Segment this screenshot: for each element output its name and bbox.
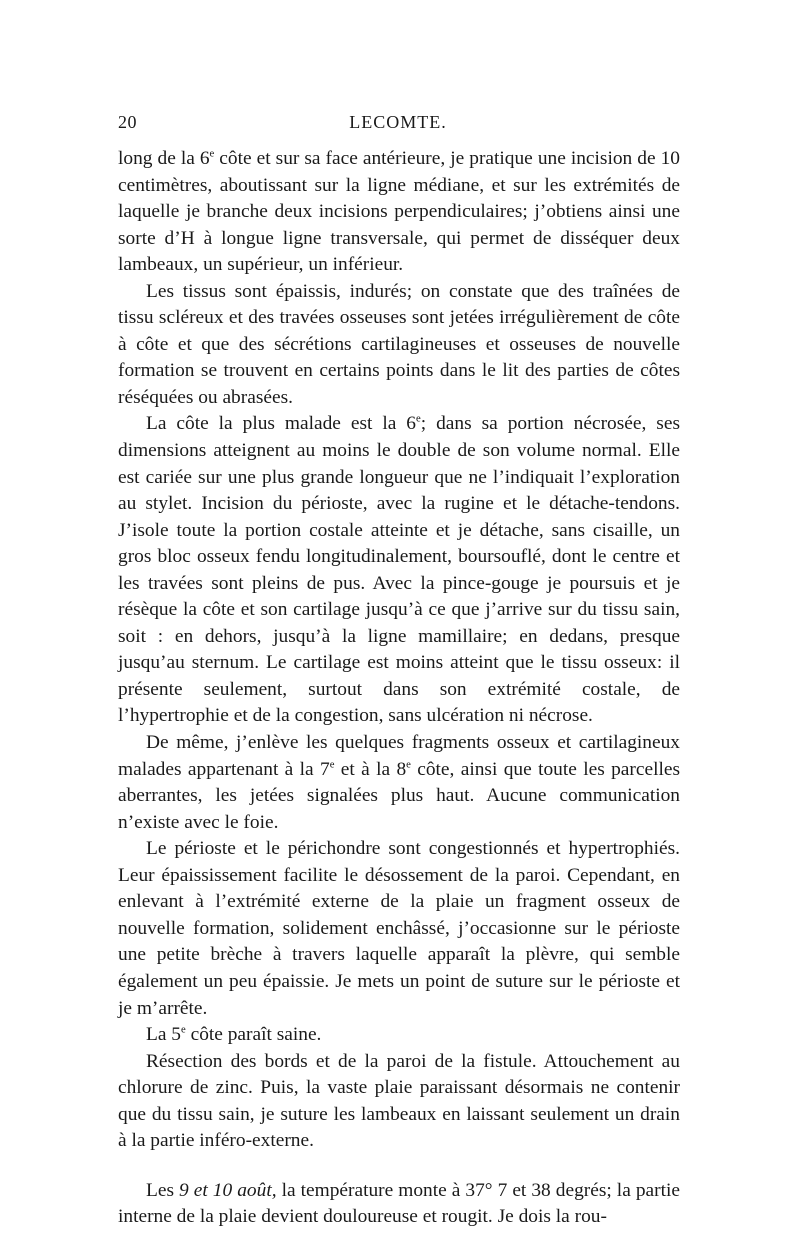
date-italic: 9 et 10 août, [179, 1179, 277, 1201]
paragraph-2: Les tissus sont épaissis, indurés; on constate que des traînées de tissu scléreux et des travées osseuses sont jetées irrégulièrement de côte à côte et que des sécrétions cartilagineuses et osseuses de nouvelle formation se trouvent en certains points dans le lit des parties de côtes réséquées ou abrasées. [118, 280, 680, 408]
body-text [118, 146, 680, 1231]
paragraph-3: La côte la plus malade est la 6e; dans sa portion nécrosée, ses dimensions atteignent au moins le double de son volume normal. Elle est cariée sur une plus grande longueur que ne l’indiquait l’exploration au stylet. Incision du périoste, avec la rugine et le détache-tendons. J’isole toute la portion costale atteinte et je détache, sans cisaille, un gros bloc osseux fendu longitudinalement, boursouflé, dont le centre et les travées sont pleins de pus. Avec la pince-gouge je poursuis et je résèque la côte et son cartilage jusqu’à ce que j’arrive sur du tissu sain, soit : en dehors, jusqu’à la ligne mamillaire; en dedans, presque jusqu’au sternum. Le cartilage est moins atteint que le tissu osseux: il présente seulement, surtout dans son extrémité costale, de l’hypertrophie et de la congestion, sans ulcération ni nécrose. [118, 413, 680, 727]
paragraph-7: Résection des bords et de la paroi de la fistule. Attouchement au chlorure de zinc. Puis, la vaste plaie paraissant désormais ne contenir que du tissu sain, je suture les lambeaux en laissant seulement un drain à la partie inféro-externe. [118, 1050, 680, 1152]
paragraph-1: long de la 6e côte et sur sa face antérieure, je pratique une incision de 10 centimètres, aboutissant sur la ligne médiane, et sur les extrémités de laquelle je branche deux incisions perpendiculaires; j’obtiens ainsi une sorte d’H à longue ligne transversale, qui permet de disséquer deux lambeaux, un supérieur, un inférieur. [118, 147, 680, 276]
paragraph-4: De même, j’enlève les quelques fragments osseux et cartilagineux malades appartenant à la 7e et à la 8e côte, ainsi que toute les parcelles aberrantes, les jetées signalées plus haut. Aucune communication n’existe avec le foie. [118, 732, 681, 833]
page-header [118, 112, 678, 138]
running-head: LECOMTE. [349, 112, 447, 132]
paragraph-8: Les 9 et 10 août, la température monte à 37° 7 et 38 degrés; la partie interne de la plaie devient douloureuse et rougit. Je dois la rou- [118, 1179, 680, 1228]
page-number: 20 [118, 112, 137, 132]
paragraph-5: Le périoste et le périchondre sont congestionnés et hypertrophiés. Leur épaississement facilite le désossement de la paroi. Cependant, en enlevant à l’extrémité externe de la plaie un fragment osseux de nouvelle formation, solidement enchâssé, j’occasionne sur le périoste une petite brèche à travers laquelle apparaît la plèvre, qui semble également un peu épaissie. Je mets un point de suture sur le périoste et je m’arrête. [118, 838, 680, 1019]
paragraph-6: La 5e côte paraît saine. [146, 1023, 322, 1046]
